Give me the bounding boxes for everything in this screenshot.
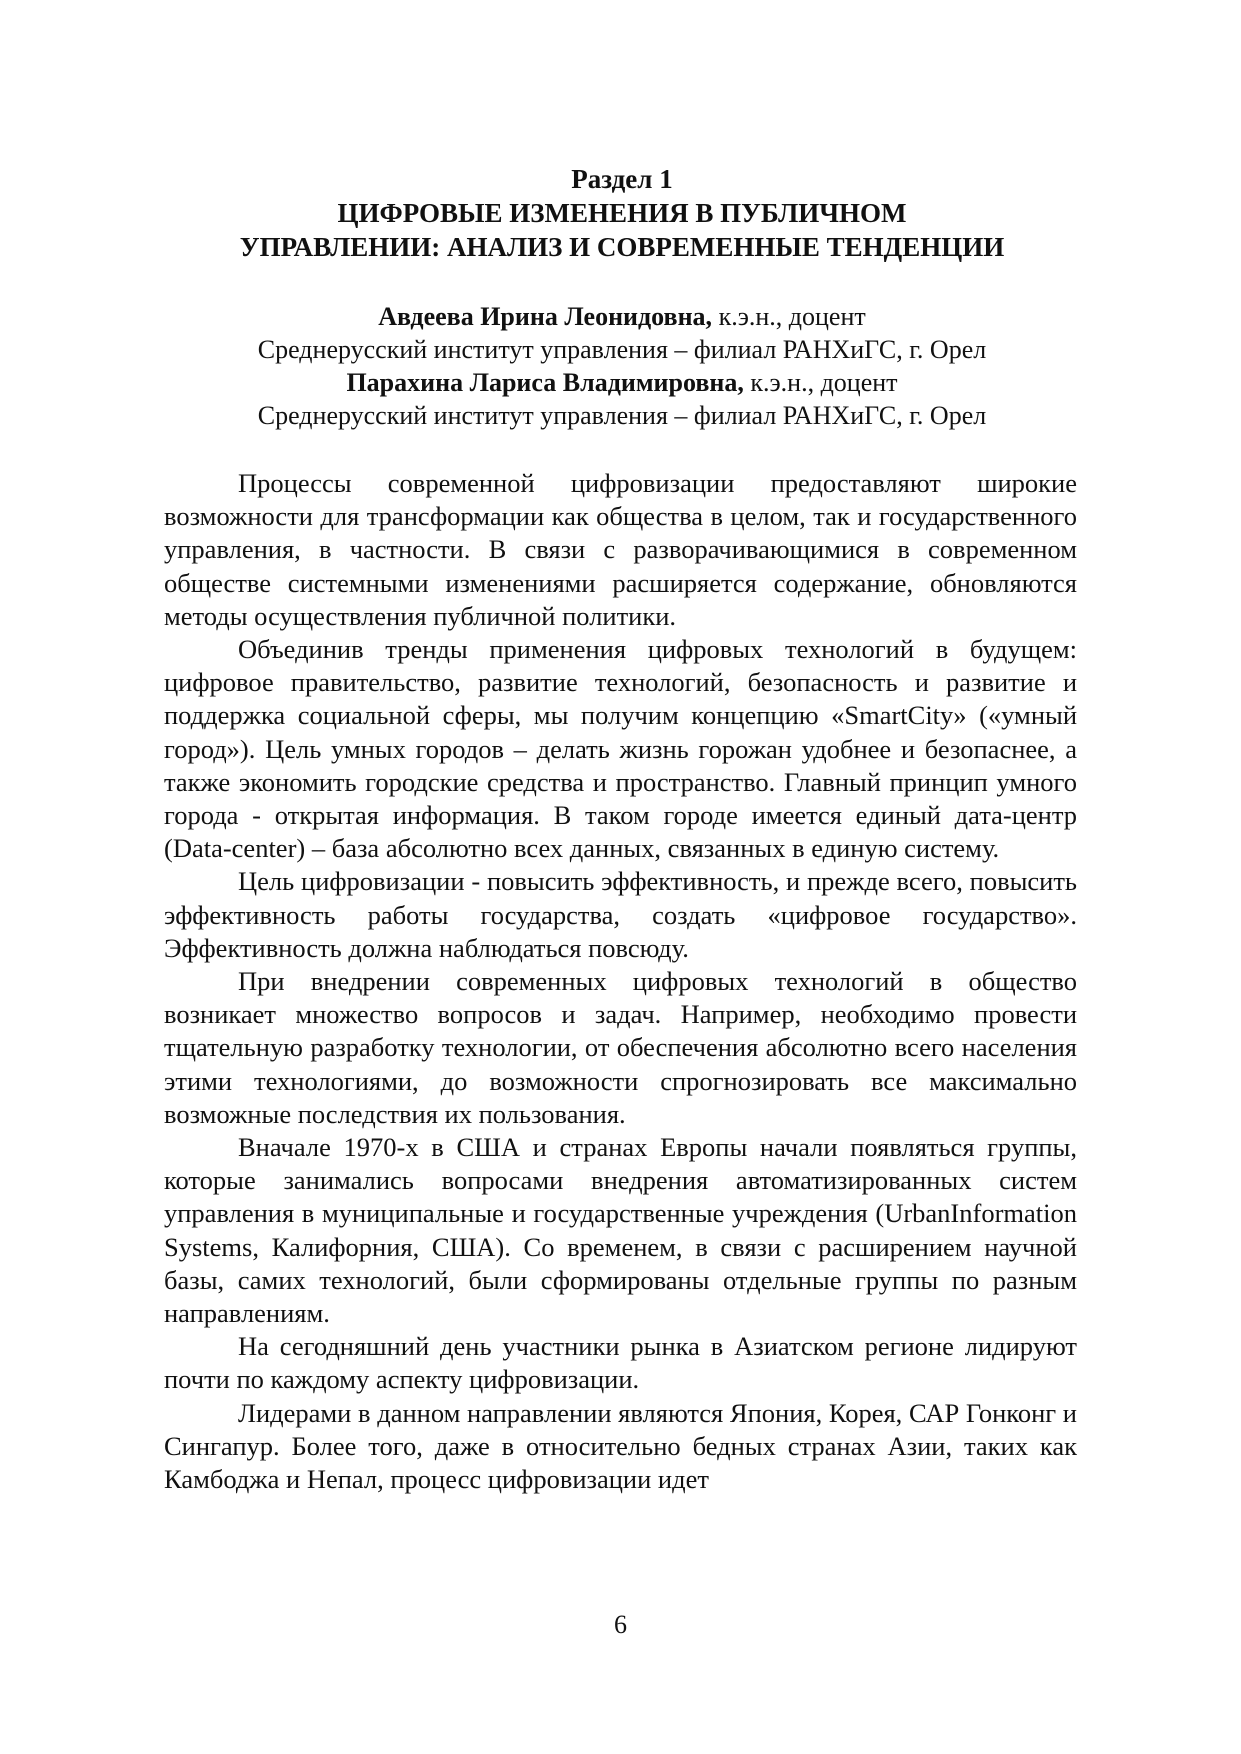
paragraph-3: Цель цифровизации - повысить эффективность, и прежде всего, повысить эффективность работы государства, создать «цифровое государство». Эффективность должна наблюдаться повсюду. — [164, 866, 1077, 963]
author-2-name: Парахина Лариса Владимировна, — [346, 368, 744, 397]
paragraph-1: Процессы современной цифровизации предоставляют широкие возможности для трансформации как общества в целом, так и государственного управления, в частности. В связи с разворачивающимися в современном обществе системными изменениями расширяется содержание, обновляются методы осуществления публичной политики. — [164, 468, 1077, 631]
section-title-line-1: ЦИФРОВЫЕ ИЗМЕНЕНИЯ В ПУБЛИЧНОМ — [337, 198, 907, 228]
section-heading — [160, 162, 1084, 264]
author-2-affiliation: Среднерусский институт управления – филиал РАНХиГС, г. Орел — [257, 401, 987, 430]
paragraph-5: Вначале 1970-х в США и странах Европы начали появляться группы, которые занимались вопросами внедрения автоматизированных систем управления в муниципальные и государственные учреждения (UrbanInformation Systems, Калифорния, США). Со временем, в связи с расширением научной базы, самих технологий, были сформированы отдельные группы по разным направлениям. — [164, 1132, 1077, 1329]
author-1 — [160, 300, 1084, 333]
section-label: Раздел 1 — [571, 164, 673, 194]
paragraph-4: При внедрении современных цифровых технологий в общество возникает множество вопросов и задач. Например, необходимо провести тщательную разработку технологии, от обеспечения абсолютно всего населения этими технологиями, до возможности спрогнозировать все максимально возможные последствия их пользования. — [164, 966, 1077, 1129]
author-1-credentials: к.э.н., доцент — [712, 302, 866, 331]
authors-block — [160, 300, 1084, 432]
author-2-credentials: к.э.н., доцент — [743, 368, 898, 397]
page-number: 6 — [614, 1610, 627, 1639]
author-1-affiliation: Среднерусский институт управления – филиал РАНХиГС, г. Орел — [257, 335, 987, 364]
article-body — [164, 467, 1077, 1496]
paragraph-7: Лидерами в данном направлении являются Япония, Корея, САР Гонконг и Сингапур. Более того, даже в относительно бедных странах Азии, таких как Камбоджа и Непал, процесс цифровизации идет — [164, 1397, 1077, 1495]
section-title-line-2: УПРАВЛЕНИИ: АНАЛИЗ И СОВРЕМЕННЫЕ ТЕНДЕНЦИИ — [239, 232, 1005, 262]
paragraph-6: На сегодняшний день участники рынка в Азиатском регионе лидируют почти по каждому аспекту цифровизации. — [164, 1331, 1077, 1395]
author-1-name: Авдеева Ирина Леонидовна, — [378, 302, 713, 331]
author-2 — [160, 366, 1084, 399]
paragraph-2: Объединив тренды применения цифровых технологий в будущем: цифровое правительство, развитие технологий, безопасность и развитие и поддержка социальной сферы, мы получим концепцию «SmartCity» («умный город»). Цель умных городов – делать жизнь горожан удобнее и безопаснее, а также экономить городские средства и пространство. Главный принцип умного города - открытая информация. В таком городе имеется единый дата-центр (Data-center) – база абсолютно всех данных, связанных в единую систему. — [164, 634, 1077, 864]
